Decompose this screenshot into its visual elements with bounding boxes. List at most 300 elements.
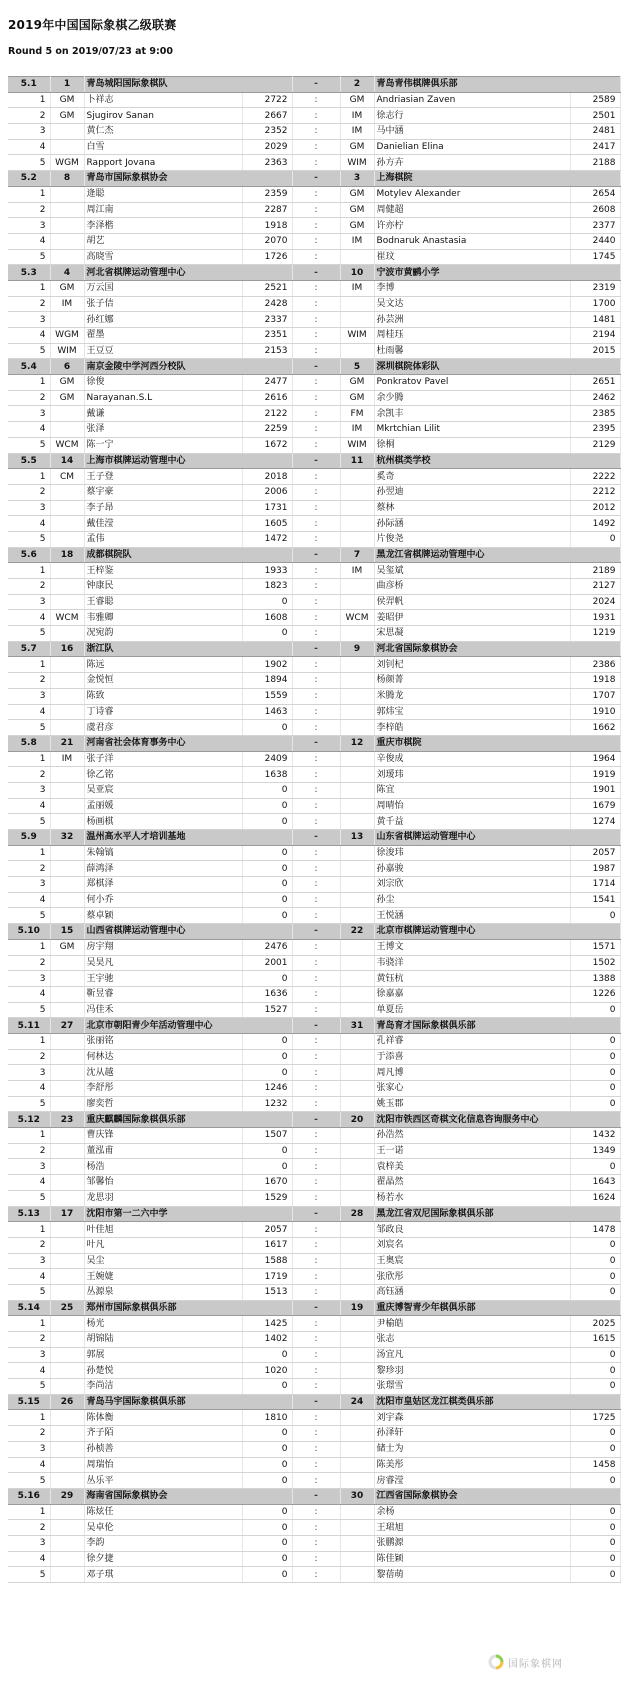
player1-title — [50, 1535, 84, 1551]
player2-title — [340, 500, 374, 516]
player2-name: 张志 — [374, 1332, 570, 1348]
board-row — [8, 1504, 620, 1520]
player2-title — [340, 1284, 374, 1300]
player1-rating: 1402 — [242, 1332, 292, 1348]
board-number: 4 — [8, 139, 50, 155]
team1-name: 温州高水平人才培训基地 — [84, 830, 292, 846]
team2-name: 江西省国际象棋协会 — [374, 1488, 620, 1504]
match-separator: - — [292, 1018, 340, 1034]
board-row — [8, 673, 620, 689]
board-number: 3 — [8, 218, 50, 234]
player2-name: Danielian Elina — [374, 139, 570, 155]
player2-title — [340, 1332, 374, 1348]
player1-name: 周江南 — [84, 202, 242, 218]
player2-title: IM — [340, 563, 374, 579]
player2-title — [340, 594, 374, 610]
player1-rating: 1636 — [242, 986, 292, 1002]
board-number: 2 — [8, 1049, 50, 1065]
board-row — [8, 1332, 620, 1348]
player2-rating: 2395 — [570, 422, 620, 438]
player2-rating: 0 — [570, 1441, 620, 1457]
player2-name: 片俊尧 — [374, 531, 570, 547]
player2-title — [340, 1175, 374, 1191]
board-number: 3 — [8, 594, 50, 610]
player2-rating: 1707 — [570, 688, 620, 704]
board-number: 1 — [8, 845, 50, 861]
player2-rating: 0 — [570, 1567, 620, 1583]
player2-title — [340, 1096, 374, 1112]
player1-rating: 1020 — [242, 1363, 292, 1379]
player1-title — [50, 673, 84, 689]
result-separator: : — [292, 1128, 340, 1144]
board-row — [8, 720, 620, 736]
match-separator: - — [292, 641, 340, 657]
team1-name: 青岛城阳国际象棋队 — [84, 77, 292, 93]
player2-title — [340, 1065, 374, 1081]
player2-name: 单夏岳 — [374, 1002, 570, 1018]
team1-name: 北京市朝阳青少年活动管理中心 — [84, 1018, 292, 1034]
player2-name: 刘宗欣 — [374, 877, 570, 893]
team2-seed: 3 — [340, 171, 374, 187]
player1-rating: 0 — [242, 720, 292, 736]
player1-rating: 0 — [242, 892, 292, 908]
player2-title — [340, 1347, 374, 1363]
match-number: 5.11 — [8, 1018, 50, 1034]
player2-title: GM — [340, 218, 374, 234]
result-separator: : — [292, 1457, 340, 1473]
board-row — [8, 108, 620, 124]
result-separator: : — [292, 437, 340, 453]
board-row — [8, 1096, 620, 1112]
player2-name: 韦骁洋 — [374, 955, 570, 971]
player2-title — [340, 1426, 374, 1442]
player1-rating: 1894 — [242, 673, 292, 689]
player2-rating: 0 — [570, 1049, 620, 1065]
board-number: 1 — [8, 186, 50, 202]
player1-title — [50, 218, 84, 234]
result-separator: : — [292, 939, 340, 955]
player1-title — [50, 1237, 84, 1253]
player2-name: 杨若水 — [374, 1190, 570, 1206]
player2-rating: 1964 — [570, 751, 620, 767]
team2-name: 深圳棋院体彩队 — [374, 359, 620, 375]
board-number: 5 — [8, 1190, 50, 1206]
team1-seed: 23 — [50, 1112, 84, 1128]
team2-name: 宁波市黄鹂小学 — [374, 265, 620, 281]
board-row — [8, 202, 620, 218]
player2-rating: 1679 — [570, 798, 620, 814]
result-separator: : — [292, 233, 340, 249]
board-row — [8, 375, 620, 391]
match-number: 5.4 — [8, 359, 50, 375]
player2-title — [340, 751, 374, 767]
player2-name: 孙方卉 — [374, 155, 570, 171]
board-row — [8, 782, 620, 798]
player1-title — [50, 955, 84, 971]
result-separator: : — [292, 1567, 340, 1583]
board-row — [8, 531, 620, 547]
player2-title — [340, 249, 374, 265]
player1-title — [50, 814, 84, 830]
player1-title — [50, 782, 84, 798]
player2-rating: 2501 — [570, 108, 620, 124]
result-separator: : — [292, 516, 340, 532]
result-separator: : — [292, 1049, 340, 1065]
result-separator: : — [292, 892, 340, 908]
player2-title — [340, 782, 374, 798]
player1-name: 王婉婕 — [84, 1269, 242, 1285]
player2-title: GM — [340, 139, 374, 155]
player1-rating: 2018 — [242, 469, 292, 485]
player1-title — [50, 1473, 84, 1489]
player2-rating: 0 — [570, 1253, 620, 1269]
player1-name: 吴尘 — [84, 1253, 242, 1269]
player2-title — [340, 877, 374, 893]
result-separator: : — [292, 202, 340, 218]
player1-name: 逄聪 — [84, 186, 242, 202]
board-number: 2 — [8, 673, 50, 689]
board-row — [8, 1128, 620, 1144]
match-header-row — [8, 1206, 620, 1222]
result-separator: : — [292, 1332, 340, 1348]
board-number: 4 — [8, 1269, 50, 1285]
board-row — [8, 1253, 620, 1269]
player1-rating: 1933 — [242, 563, 292, 579]
player2-rating: 0 — [570, 1002, 620, 1018]
player1-name: 房宇翔 — [84, 939, 242, 955]
result-separator: : — [292, 1065, 340, 1081]
team1-name: 青岛市国际象棋协会 — [84, 171, 292, 187]
player1-title: WGM — [50, 328, 84, 344]
player2-rating: 2025 — [570, 1316, 620, 1332]
player1-rating: 0 — [242, 1567, 292, 1583]
player1-name: Rapport Jovana — [84, 155, 242, 171]
player2-name: 崔玟 — [374, 249, 570, 265]
result-separator: : — [292, 1551, 340, 1567]
team1-seed: 8 — [50, 171, 84, 187]
player1-title — [50, 139, 84, 155]
board-row — [8, 422, 620, 438]
team2-seed: 10 — [340, 265, 374, 281]
team2-seed: 13 — [340, 830, 374, 846]
player2-title: IM — [340, 124, 374, 140]
player2-rating: 2222 — [570, 469, 620, 485]
match-number: 5.5 — [8, 453, 50, 469]
player1-name: 陈体衡 — [84, 1410, 242, 1426]
result-separator: : — [292, 1520, 340, 1536]
player2-name: 周桂珏 — [374, 328, 570, 344]
player1-title — [50, 1253, 84, 1269]
player2-rating: 0 — [570, 1520, 620, 1536]
player2-name: Motylev Alexander — [374, 186, 570, 202]
player1-title — [50, 1347, 84, 1363]
player2-title — [340, 1159, 374, 1175]
player1-name: 虞君彦 — [84, 720, 242, 736]
result-separator: : — [292, 1253, 340, 1269]
player2-name: 奚奇 — [374, 469, 570, 485]
player1-title — [50, 1426, 84, 1442]
team1-name: 上海市棋牌运动管理中心 — [84, 453, 292, 469]
result-separator: : — [292, 1175, 340, 1191]
player1-title: WGM — [50, 155, 84, 171]
player2-name: 刘钊杞 — [374, 657, 570, 673]
player2-rating: 2188 — [570, 155, 620, 171]
board-row — [8, 390, 620, 406]
player2-rating: 2417 — [570, 139, 620, 155]
player2-title — [340, 971, 374, 987]
board-row — [8, 249, 620, 265]
match-header-row — [8, 1112, 620, 1128]
player1-rating: 0 — [242, 626, 292, 642]
match-separator: - — [292, 453, 340, 469]
result-separator: : — [292, 1269, 340, 1285]
result-separator: : — [292, 1143, 340, 1159]
player2-name: 郭炜宝 — [374, 704, 570, 720]
player1-rating: 0 — [242, 1504, 292, 1520]
player2-rating: 0 — [570, 1033, 620, 1049]
player1-title — [50, 1284, 84, 1300]
player1-rating: 1823 — [242, 579, 292, 595]
player1-rating: 0 — [242, 1426, 292, 1442]
player1-title — [50, 1567, 84, 1583]
board-row — [8, 1222, 620, 1238]
match-separator: - — [292, 77, 340, 93]
player2-title — [340, 908, 374, 924]
player1-name: 钟康民 — [84, 579, 242, 595]
player1-title: IM — [50, 751, 84, 767]
player1-title — [50, 1081, 84, 1097]
result-separator: : — [292, 280, 340, 296]
player2-name: 徐浚玮 — [374, 845, 570, 861]
player1-name: 龙思羽 — [84, 1190, 242, 1206]
player2-title — [340, 1567, 374, 1583]
player1-title: GM — [50, 280, 84, 296]
player2-rating: 1226 — [570, 986, 620, 1002]
player2-name: 李博 — [374, 280, 570, 296]
match-header-row — [8, 924, 620, 940]
player2-name: 周健超 — [374, 202, 570, 218]
board-number: 4 — [8, 328, 50, 344]
player1-title — [50, 1504, 84, 1520]
player2-title — [340, 814, 374, 830]
player2-name: 王奥宸 — [374, 1253, 570, 1269]
player1-rating: 0 — [242, 1347, 292, 1363]
player2-name: 米腾龙 — [374, 688, 570, 704]
player2-title — [340, 1379, 374, 1395]
player2-rating: 2651 — [570, 375, 620, 391]
board-number: 3 — [8, 1159, 50, 1175]
player2-title — [340, 1551, 374, 1567]
player1-name: 李泽楷 — [84, 218, 242, 234]
board-number: 1 — [8, 1128, 50, 1144]
player1-title — [50, 1379, 84, 1395]
board-number: 3 — [8, 971, 50, 987]
board-row — [8, 1520, 620, 1536]
board-number: 3 — [8, 1441, 50, 1457]
player1-title — [50, 1002, 84, 1018]
match-number: 5.16 — [8, 1488, 50, 1504]
board-row — [8, 500, 620, 516]
result-separator: : — [292, 971, 340, 987]
player2-title: FM — [340, 406, 374, 422]
team1-name: 成都棋院队 — [84, 547, 292, 563]
player1-name: 黄仁杰 — [84, 124, 242, 140]
page-title: 2019年中国国际象棋乙级联赛 — [8, 18, 177, 32]
player2-name: 王珺旭 — [374, 1520, 570, 1536]
player1-rating: 0 — [242, 845, 292, 861]
match-header-row — [8, 641, 620, 657]
player1-title — [50, 531, 84, 547]
player2-title: WIM — [340, 328, 374, 344]
player2-title — [340, 1190, 374, 1206]
player1-name: 徐夕捷 — [84, 1551, 242, 1567]
board-number: 1 — [8, 1410, 50, 1426]
board-number: 1 — [8, 375, 50, 391]
player1-rating: 2337 — [242, 312, 292, 328]
player2-name: 徐志行 — [374, 108, 570, 124]
player1-title — [50, 704, 84, 720]
player2-rating: 1481 — [570, 312, 620, 328]
board-number: 4 — [8, 892, 50, 908]
board-row — [8, 1284, 620, 1300]
result-separator: : — [292, 1363, 340, 1379]
result-separator: : — [292, 1033, 340, 1049]
player2-name: 陈美彤 — [374, 1457, 570, 1473]
player1-name: 何林达 — [84, 1049, 242, 1065]
player1-name: 周瑞怡 — [84, 1457, 242, 1473]
match-header-row — [8, 359, 620, 375]
player2-title — [340, 798, 374, 814]
player2-name: 余少腾 — [374, 390, 570, 406]
player1-rating: 2477 — [242, 375, 292, 391]
player2-title: IM — [340, 233, 374, 249]
result-separator: : — [292, 1159, 340, 1175]
board-number: 1 — [8, 939, 50, 955]
player2-title: WIM — [340, 155, 374, 171]
board-row — [8, 610, 620, 626]
team1-name: 沈阳市第一二六中学 — [84, 1206, 292, 1222]
team2-name: 杭州棋类学校 — [374, 453, 620, 469]
team1-name: 河北省棋牌运动管理中心 — [84, 265, 292, 281]
player2-name: 孙际涵 — [374, 516, 570, 532]
round-info: Round 5 on 2019/07/23 at 9:00 — [8, 46, 174, 57]
result-separator: : — [292, 1284, 340, 1300]
board-number: 4 — [8, 1363, 50, 1379]
board-number: 2 — [8, 1332, 50, 1348]
team1-name: 山西省棋牌运动管理中心 — [84, 924, 292, 940]
player2-name: 张家心 — [374, 1081, 570, 1097]
team1-seed: 17 — [50, 1206, 84, 1222]
board-number: 5 — [8, 720, 50, 736]
player1-name: 陈一宁 — [84, 437, 242, 453]
player2-rating: 0 — [570, 1551, 620, 1567]
player2-name: 杨颜菁 — [374, 673, 570, 689]
player1-name: 翟墨 — [84, 328, 242, 344]
result-separator: : — [292, 155, 340, 171]
player2-name: 孙芸洲 — [374, 312, 570, 328]
player1-title — [50, 563, 84, 579]
player2-rating: 1700 — [570, 296, 620, 312]
player1-name: 杨浩 — [84, 1159, 242, 1175]
player1-rating: 2667 — [242, 108, 292, 124]
player2-rating: 0 — [570, 908, 620, 924]
match-number: 5.12 — [8, 1112, 50, 1128]
player2-name: Bodnaruk Anastasia — [374, 233, 570, 249]
board-row — [8, 218, 620, 234]
board-row — [8, 877, 620, 893]
team2-seed: 19 — [340, 1300, 374, 1316]
player1-rating: 0 — [242, 1441, 292, 1457]
team2-name: 山东省棋牌运动管理中心 — [374, 830, 620, 846]
player2-name: 余凯丰 — [374, 406, 570, 422]
match-number: 5.6 — [8, 547, 50, 563]
result-separator: : — [292, 375, 340, 391]
board-row — [8, 1269, 620, 1285]
player2-title — [340, 312, 374, 328]
player2-title — [340, 579, 374, 595]
player1-title — [50, 124, 84, 140]
player2-title — [340, 939, 374, 955]
player1-title — [50, 484, 84, 500]
player1-name: 王睿聪 — [84, 594, 242, 610]
player1-rating: 1529 — [242, 1190, 292, 1206]
team2-seed: 24 — [340, 1394, 374, 1410]
player1-rating: 0 — [242, 1457, 292, 1473]
team1-seed: 18 — [50, 547, 84, 563]
player1-name: 叶凡 — [84, 1237, 242, 1253]
player1-rating: 1719 — [242, 1269, 292, 1285]
player2-title — [340, 1253, 374, 1269]
player1-name: 曹庆锋 — [84, 1128, 242, 1144]
player2-title — [340, 1128, 374, 1144]
player2-name: Mkrtchian Lilit — [374, 422, 570, 438]
player1-title — [50, 1457, 84, 1473]
player1-rating: 1507 — [242, 1128, 292, 1144]
player2-rating: 0 — [570, 1096, 620, 1112]
player1-title — [50, 845, 84, 861]
player2-rating: 2385 — [570, 406, 620, 422]
player1-title — [50, 312, 84, 328]
board-row — [8, 1175, 620, 1191]
player1-title — [50, 233, 84, 249]
player2-name: 孙浩然 — [374, 1128, 570, 1144]
player2-rating: 1541 — [570, 892, 620, 908]
result-separator: : — [292, 1441, 340, 1457]
player1-title: GM — [50, 375, 84, 391]
player2-name: 孙泽轩 — [374, 1426, 570, 1442]
result-separator: : — [292, 1316, 340, 1332]
player1-rating: 2521 — [242, 280, 292, 296]
player2-rating: 1910 — [570, 704, 620, 720]
player2-name: 辛俊成 — [374, 751, 570, 767]
board-number: 5 — [8, 814, 50, 830]
player2-rating: 1432 — [570, 1128, 620, 1144]
player1-title — [50, 767, 84, 783]
player2-name: 蔡林 — [374, 500, 570, 516]
player2-rating: 1643 — [570, 1175, 620, 1191]
player2-name: 刘宇森 — [374, 1410, 570, 1426]
match-separator: - — [292, 1394, 340, 1410]
player2-title — [340, 1441, 374, 1457]
player2-rating: 2440 — [570, 233, 620, 249]
player2-rating: 0 — [570, 1065, 620, 1081]
player2-name: 储士为 — [374, 1441, 570, 1457]
player2-title — [340, 1081, 374, 1097]
player1-name: 齐子陌 — [84, 1426, 242, 1442]
board-row — [8, 814, 620, 830]
board-number: 4 — [8, 233, 50, 249]
match-header-row — [8, 735, 620, 751]
